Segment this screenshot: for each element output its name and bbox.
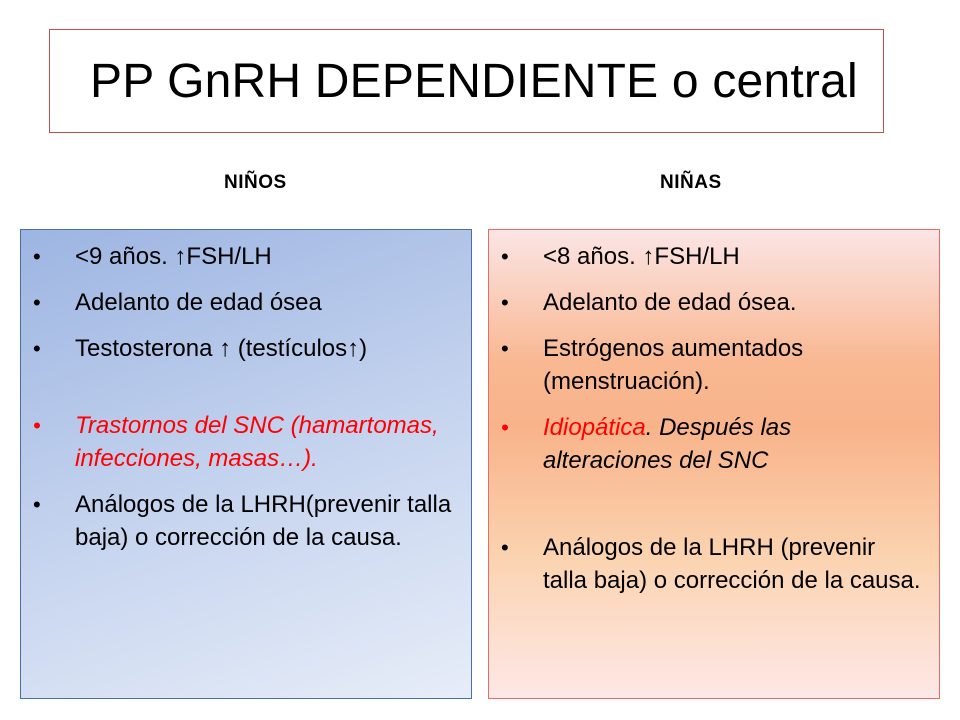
panel-ninos (20, 229, 472, 699)
list-item (33, 409, 455, 475)
list-item (501, 332, 923, 398)
bullet-icon: • (501, 290, 509, 315)
title-box (49, 29, 884, 133)
list-item-text: Análogos de la LHRH (prevenir talla baja) o corrección de la causa. (543, 534, 921, 594)
list-item-text: Análogos de la LHRH(prevenir talla baja) o corrección de la causa. (75, 491, 452, 551)
list-item-text: Trastornos del SNC (hamartomas, infecciones, masas…). (75, 412, 439, 472)
panel-ninas (488, 229, 940, 699)
bullet-icon: • (501, 336, 509, 361)
bullet-icon: • (33, 336, 41, 361)
bullet-list-ninas (501, 240, 923, 597)
list-item (501, 240, 923, 273)
list-item (501, 286, 923, 319)
bullet-icon: • (33, 413, 41, 438)
list-item (33, 488, 455, 554)
list-item-text: <8 años. ↑FSH/LH (543, 243, 740, 270)
list-item-text: <9 años. ↑FSH/LH (75, 243, 272, 270)
column-label-ninas: NIÑAS (660, 172, 722, 193)
bullet-icon: • (501, 415, 509, 440)
list-item-text: . Después las alteraciones del SNC (543, 414, 792, 474)
bullet-list-ninos (33, 240, 455, 554)
list-item-text: Adelanto de edad ósea. (543, 289, 797, 316)
bullet-icon: • (501, 535, 509, 560)
list-item-text-highlight: Idiopática (543, 414, 646, 441)
bullet-icon: • (501, 244, 509, 269)
column-label-ninos: NIÑOS (224, 172, 287, 193)
list-item (33, 332, 455, 365)
list-item-text: Testosterona ↑ (testículos↑) (75, 335, 368, 362)
list-item (33, 240, 455, 273)
list-item-text: Adelanto de edad ósea (75, 289, 322, 316)
list-item-text: Estrógenos aumentados (menstruación). (543, 335, 804, 395)
bullet-icon: • (33, 244, 41, 269)
bullet-icon: • (33, 290, 41, 315)
bullet-icon: • (33, 492, 41, 517)
list-item (501, 531, 923, 597)
list-item (33, 286, 455, 319)
list-item (501, 411, 923, 477)
slide-title: PP GnRH DEPENDIENTE o central (90, 54, 858, 108)
